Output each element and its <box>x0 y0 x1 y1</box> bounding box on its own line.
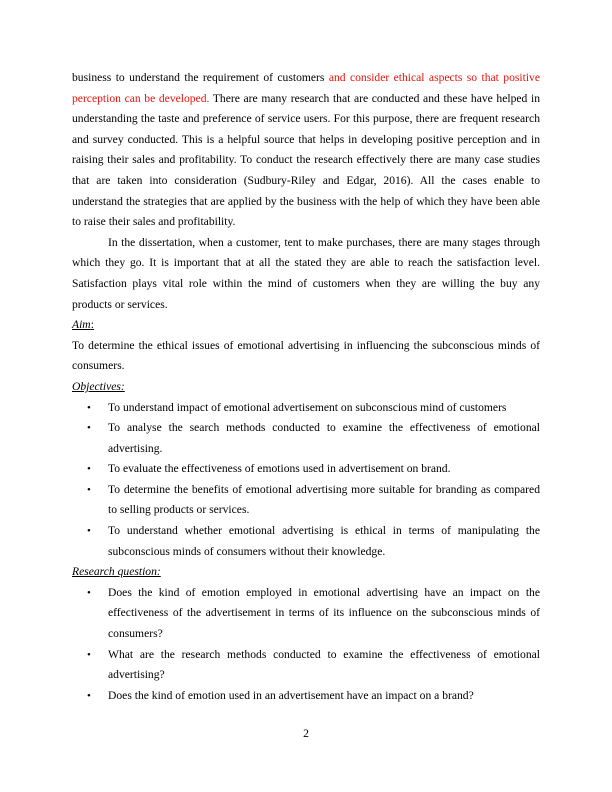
bullet-icon: • <box>87 648 91 661</box>
question-text: Does the kind of emotion employed in emotional advertising have an impact on the effectiveness of the advertisement in terms of its influence on the subconscious minds of consumers? <box>108 585 540 641</box>
list-item <box>72 398 540 419</box>
objective-text: To evaluate the effectiveness of emotions used in advertisement on brand. <box>108 462 451 476</box>
list-item <box>72 686 540 707</box>
list-item <box>72 480 540 521</box>
dissertation-paragraph: In the dissertation, when a customer, tent to make purchases, there are many stages through which they go. It is important that at all the stated they are able to reach the satisfaction level. Satisfaction plays vital role within the mind of customers when they are willing the buy any products or services. <box>72 235 540 311</box>
objective-text: To analyse the search methods conducted to examine the effectiveness of emotional advertising. <box>108 421 540 455</box>
objective-text: To determine the benefits of emotional advertising more suitable for branding as compared to selling products or services. <box>108 482 540 517</box>
list-item <box>72 583 540 645</box>
objectives-heading: Objectives: <box>72 379 125 393</box>
intro-text-start: business to understand the requirement of customers <box>72 71 329 84</box>
bullet-icon: • <box>87 463 91 476</box>
aim-label: Aim <box>72 318 91 332</box>
bullet-icon: • <box>87 401 91 414</box>
objective-text: To understand impact of emotional advertisement on subconscious mind of customers <box>108 400 507 414</box>
bullet-icon: • <box>87 689 91 702</box>
research-question-list <box>72 583 540 707</box>
aim-text: To determine the ethical issues of emotional advertising in influencing the subconscious minds of consumers. <box>72 338 540 373</box>
bullet-icon: • <box>87 422 91 435</box>
question-text: Does the kind of emotion used in an advertisement have an impact on a brand? <box>108 688 474 702</box>
list-item <box>72 645 540 686</box>
objective-text: To understand whether emotional advertising is ethical in terms of manipulating the subconscious minds of consumers without their knowledge. <box>108 524 540 558</box>
bullet-icon: • <box>87 483 91 496</box>
list-item <box>72 418 540 459</box>
highlighted-text: and consider ethical aspects so that positive perception can be developed. <box>72 71 540 105</box>
research-question-heading: Research question: <box>72 565 161 579</box>
question-text: What are the research methods conducted to examine the effectiveness of emotional advertising? <box>108 647 540 682</box>
list-item <box>72 459 540 480</box>
aim-heading <box>72 315 540 336</box>
intro-text-end: There are many research that are conducted and these have helped in understanding the taste and preference of service users. For this purpose, there are frequent research and survey conducted. This is a helpful source that helps in developing positive perception and in raising their sales and profitability. To conduct the research effectively there are many case studies that are taken into consideration (Sudbury-Riley and Edgar, 2016). All the cases enable to understand the strategies that are applied by the business with the help of which they have been able to raise their sales and profitability. <box>72 91 540 229</box>
aim-colon: : <box>90 318 94 332</box>
bullet-icon: • <box>87 586 91 599</box>
bullet-icon: • <box>87 525 91 538</box>
list-item <box>72 521 540 562</box>
page-number: 2 <box>303 727 309 740</box>
intro-paragraph <box>72 68 540 233</box>
document-body <box>72 68 540 706</box>
objectives-list <box>72 398 540 563</box>
